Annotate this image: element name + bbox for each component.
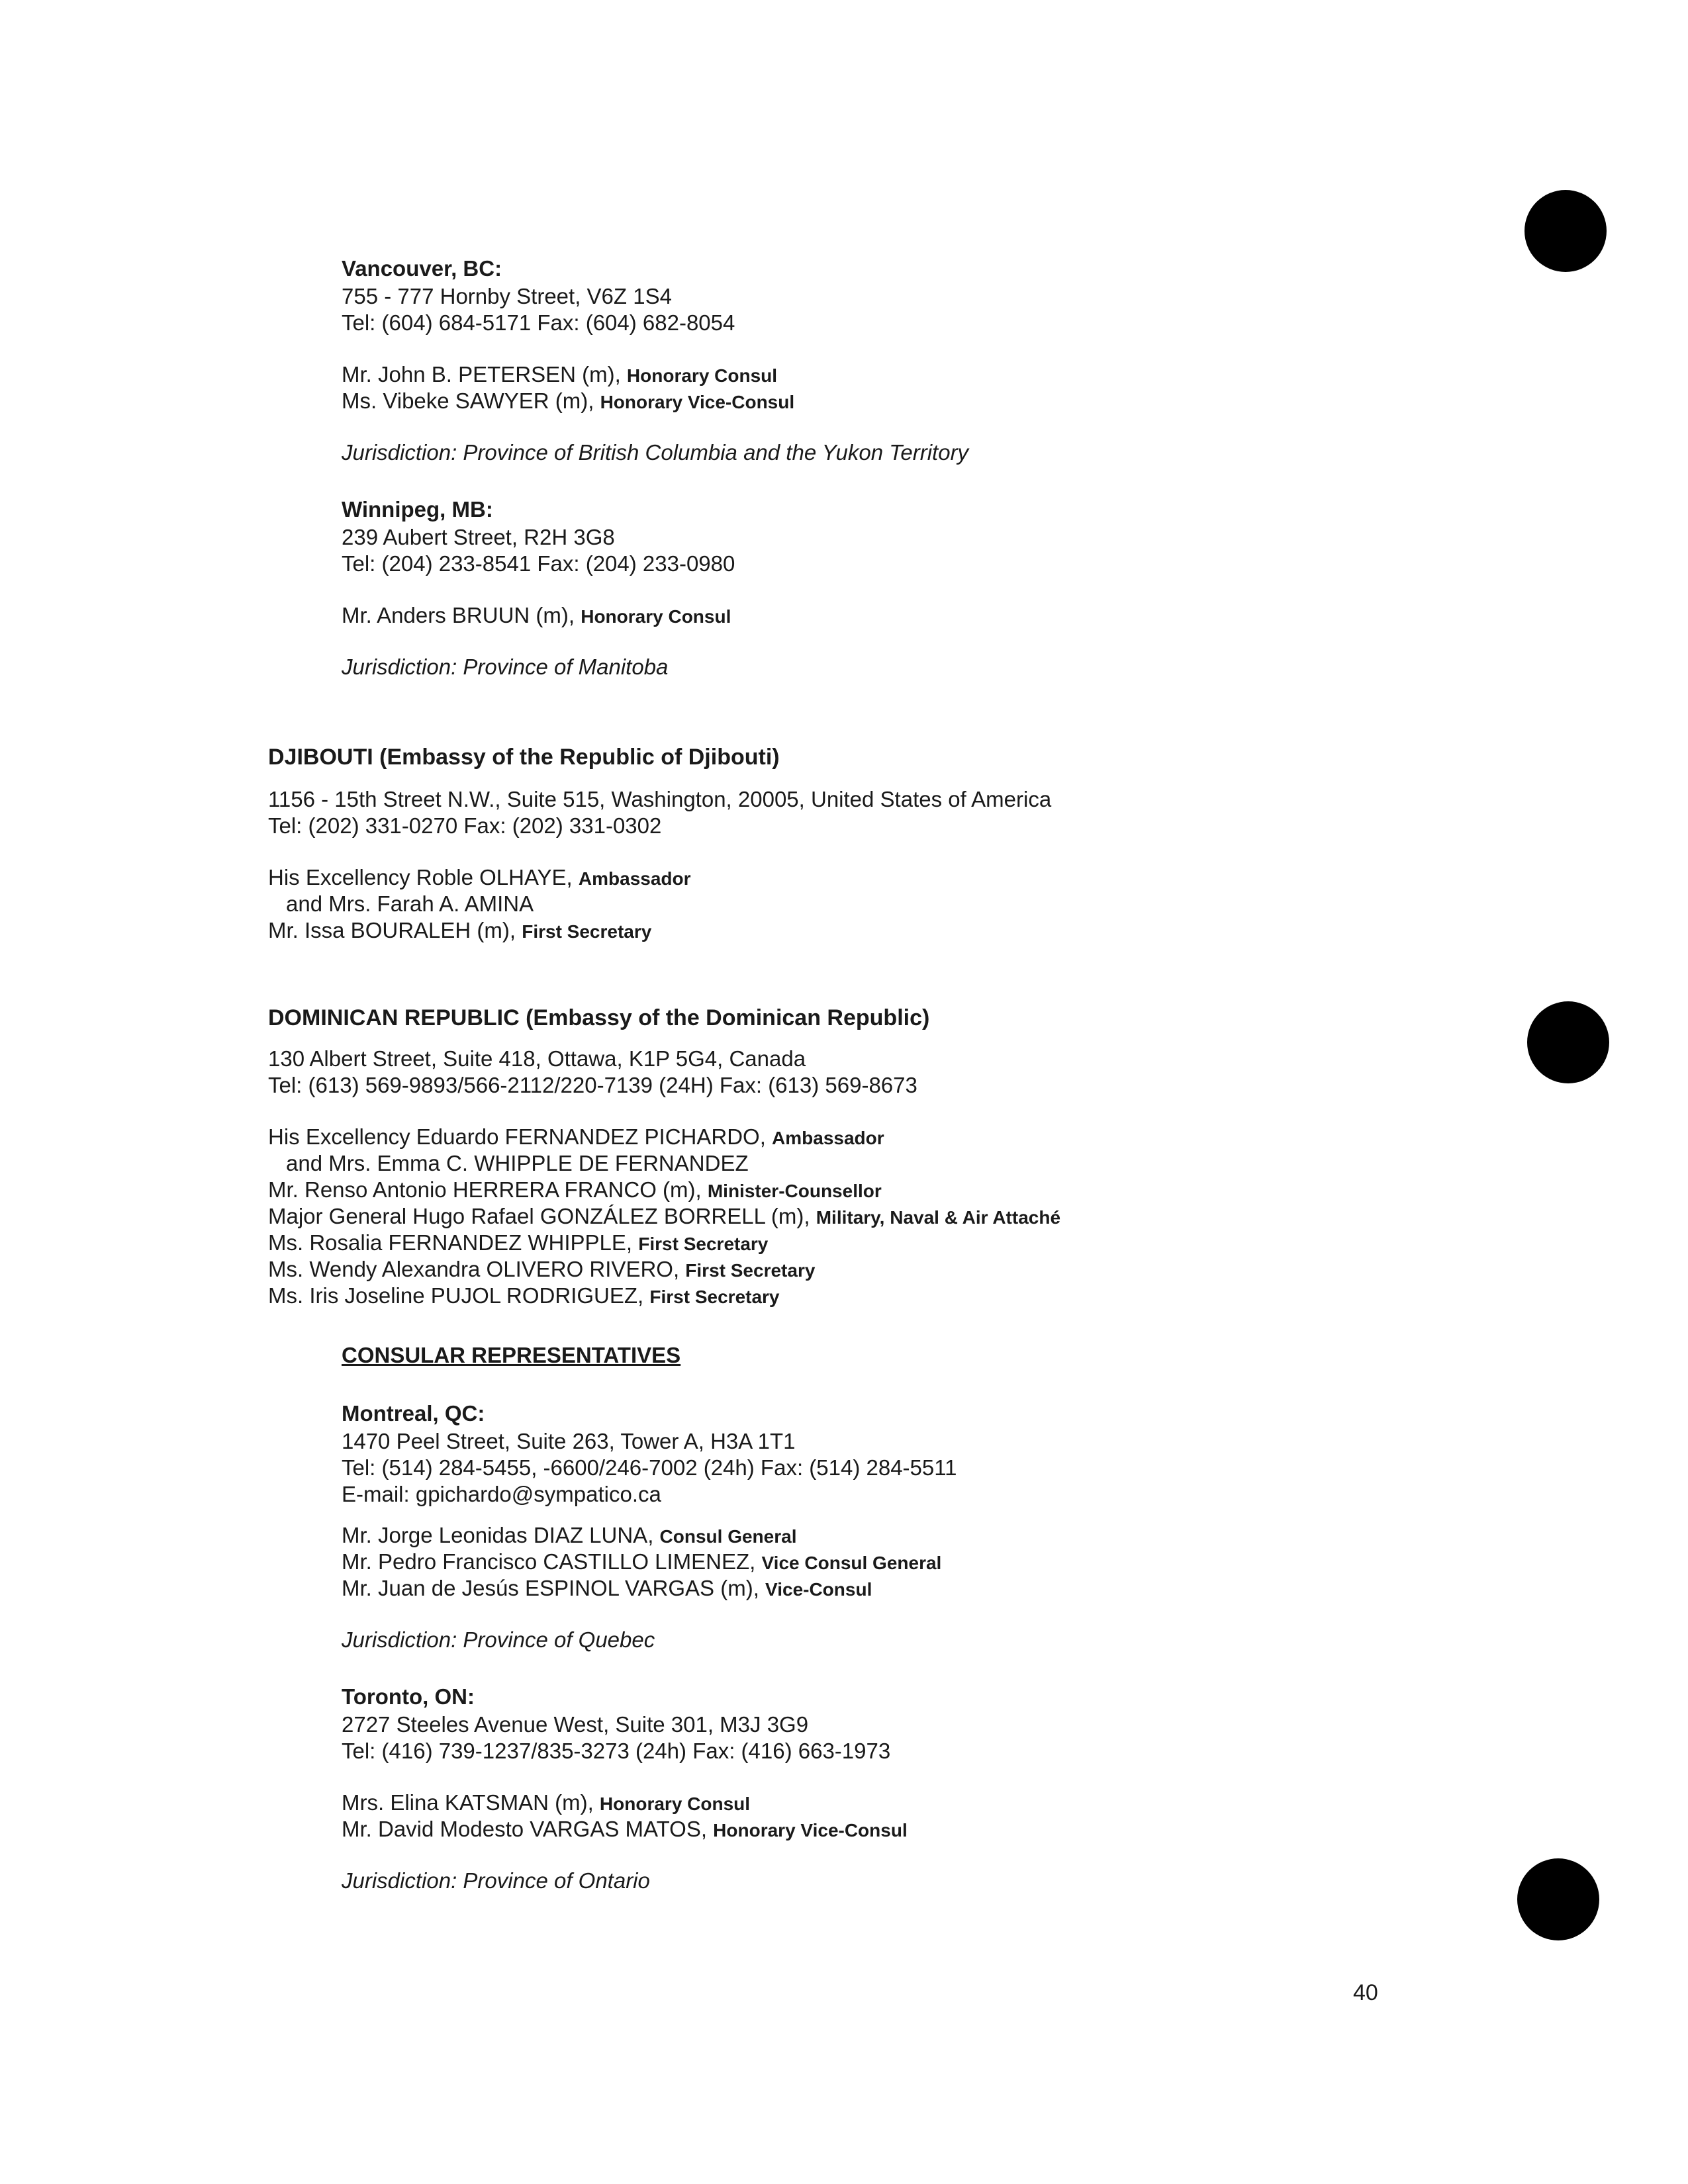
staff-role: First Secretary xyxy=(649,1287,780,1307)
djibouti-tel-fax: Tel: (202) 331-0270 Fax: (202) 331-0302 xyxy=(268,813,662,838)
staff-role: First Secretary xyxy=(638,1234,769,1254)
winnipeg-tel-fax: Tel: (204) 233-8541 Fax: (204) 233-0980 xyxy=(342,551,735,576)
staff-role: Consul General xyxy=(659,1526,797,1547)
staff-name: Ms. Iris Joseline PUJOL RODRIGUEZ, xyxy=(268,1283,644,1308)
staff-name: His Excellency Roble OLHAYE, xyxy=(268,865,573,889)
staff-entry xyxy=(342,1816,908,1844)
staff-name: Mr. David Modesto VARGAS MATOS, xyxy=(342,1817,707,1841)
staff-entry xyxy=(268,1230,768,1257)
staff-entry xyxy=(268,1256,815,1284)
montreal-jurisdiction: Jurisdiction: Province of Quebec xyxy=(342,1627,655,1652)
staff-role: Honorary Consul xyxy=(626,365,778,386)
staff-entry xyxy=(268,1177,882,1205)
staff-name: Mr. Renso Antonio HERRERA FRANCO (m), xyxy=(268,1177,702,1202)
staff-name: Mr. Jorge Leonidas DIAZ LUNA, xyxy=(342,1523,654,1547)
staff-name: Major General Hugo Rafael GONZÁLEZ BORRELL (m), xyxy=(268,1204,810,1228)
vancouver-address: 755 - 777 Hornby Street, V6Z 1S4 xyxy=(342,284,672,308)
toronto-heading: Toronto, ON: xyxy=(342,1684,475,1709)
staff-entry xyxy=(342,388,794,416)
staff-spouse: and Mrs. Emma C. WHIPPLE DE FERNANDEZ xyxy=(286,1151,749,1175)
staff-name: Ms. Rosalia FERNANDEZ WHIPPLE, xyxy=(268,1230,633,1255)
staff-role: Vice Consul General xyxy=(761,1553,942,1573)
staff-entry xyxy=(342,1790,750,1817)
djibouti-title: DJIBOUTI (Embassy of the Republic of Djibouti) xyxy=(268,745,780,770)
staff-name: Mr. Juan de Jesús ESPINOL VARGAS (m), xyxy=(342,1576,759,1600)
winnipeg-heading: Winnipeg, MB: xyxy=(342,497,493,522)
staff-name: Mr. Anders BRUUN (m), xyxy=(342,603,575,627)
staff-entry xyxy=(342,1575,872,1603)
staff-role: Ambassador xyxy=(772,1128,884,1148)
montreal-tel-fax: Tel: (514) 284-5455, -6600/246-7002 (24h) Fax: (514) 284-5511 xyxy=(342,1455,957,1480)
staff-role: Honorary Consul xyxy=(581,606,731,627)
staff-name: Mr. Pedro Francisco CASTILLO LIMENEZ, xyxy=(342,1549,756,1574)
staff-entry xyxy=(268,1203,1060,1231)
winnipeg-jurisdiction: Jurisdiction: Province of Manitoba xyxy=(342,655,669,679)
staff-role: First Secretary xyxy=(522,921,652,942)
staff-role: First Secretary xyxy=(685,1260,816,1281)
dominican-title: DOMINICAN REPUBLIC (Embassy of the Dominican Republic) xyxy=(268,1005,930,1030)
toronto-address: 2727 Steeles Avenue West, Suite 301, M3J 3G9 xyxy=(342,1712,809,1737)
staff-role: Minister-Counsellor xyxy=(707,1181,882,1201)
punch-hole-top xyxy=(1524,190,1607,272)
staff-role: Honorary Vice-Consul xyxy=(713,1820,908,1841)
winnipeg-address: 239 Aubert Street, R2H 3G8 xyxy=(342,525,615,549)
consular-heading: CONSULAR REPRESENTATIVES xyxy=(342,1343,681,1367)
staff-entry xyxy=(268,1124,884,1152)
staff-role: Honorary Vice-Consul xyxy=(600,392,795,412)
staff-name: His Excellency Eduardo FERNANDEZ PICHARDO, xyxy=(268,1124,766,1149)
staff-entry xyxy=(268,917,651,945)
punch-hole-middle xyxy=(1527,1001,1609,1083)
vancouver-heading: Vancouver, BC: xyxy=(342,256,502,281)
montreal-email: E-mail: gpichardo@sympatico.ca xyxy=(342,1482,661,1506)
dominican-tel-fax: Tel: (613) 569-9893/566-2112/220-7139 (24H) Fax: (613) 569-8673 xyxy=(268,1073,917,1097)
page-number: 40 xyxy=(1353,1980,1378,2005)
staff-name: Ms. Wendy Alexandra OLIVERO RIVERO, xyxy=(268,1257,680,1281)
staff-role: Military, Naval & Air Attaché xyxy=(816,1207,1061,1228)
montreal-heading: Montreal, QC: xyxy=(342,1401,485,1426)
staff-entry xyxy=(342,1549,941,1576)
staff-role: Ambassador xyxy=(578,868,691,889)
staff-entry xyxy=(268,864,691,892)
toronto-jurisdiction: Jurisdiction: Province of Ontario xyxy=(342,1868,650,1893)
staff-role: Honorary Consul xyxy=(599,1794,751,1814)
montreal-address: 1470 Peel Street, Suite 263, Tower A, H3A 1T1 xyxy=(342,1429,796,1453)
vancouver-tel-fax: Tel: (604) 684-5171 Fax: (604) 682-8054 xyxy=(342,310,735,335)
staff-name: Mr. John B. PETERSEN (m), xyxy=(342,362,621,387)
djibouti-address: 1156 - 15th Street N.W., Suite 515, Washington, 20005, United States of America xyxy=(268,787,1052,811)
staff-entry xyxy=(342,1522,796,1550)
staff-spouse: and Mrs. Farah A. AMINA xyxy=(286,891,534,916)
staff-name: Mrs. Elina KATSMAN (m), xyxy=(342,1790,594,1815)
staff-name: Ms. Vibeke SAWYER (m), xyxy=(342,388,594,413)
staff-role: Vice-Consul xyxy=(765,1579,872,1600)
staff-entry xyxy=(342,361,777,389)
punch-hole-bottom xyxy=(1517,1858,1599,1940)
staff-entry xyxy=(268,1283,780,1310)
toronto-tel-fax: Tel: (416) 739-1237/835-3273 (24h) Fax: (416) 663-1973 xyxy=(342,1739,891,1763)
dominican-address: 130 Albert Street, Suite 418, Ottawa, K1P 5G4, Canada xyxy=(268,1046,806,1071)
vancouver-jurisdiction: Jurisdiction: Province of British Columbia and the Yukon Territory xyxy=(342,440,969,465)
staff-entry xyxy=(342,602,731,630)
staff-name: Mr. Issa BOURALEH (m), xyxy=(268,918,516,942)
